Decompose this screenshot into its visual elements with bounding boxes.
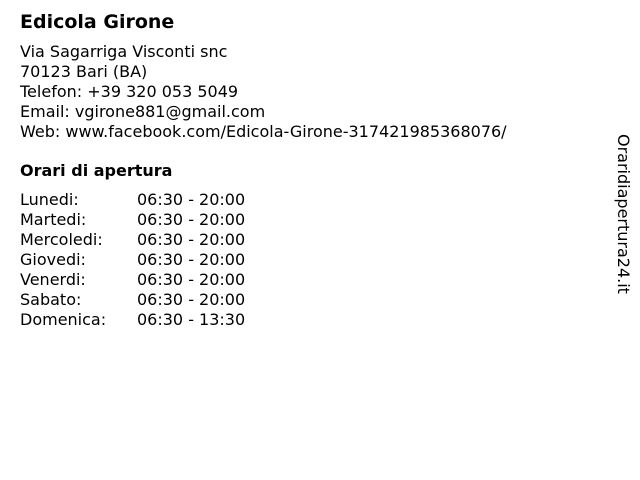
business-name: Edicola Girone (20, 11, 175, 33)
time-range: 06:30 - 20:00 (137, 190, 246, 209)
hours-row-tuesday (20, 210, 245, 230)
day-label: Sabato: (20, 290, 82, 309)
time-range: 06:30 - 20:00 (137, 290, 246, 309)
email-line: Email: vgirone881@gmail.com (20, 102, 266, 121)
time-range: 06:30 - 20:00 (137, 210, 246, 229)
day-label: Venerdi: (20, 270, 86, 289)
hours-row-wednesday (20, 230, 245, 250)
business-card (20, 10, 600, 330)
web-line: Web: www.facebook.com/Edicola-Girone-317421985368076/ (20, 122, 507, 141)
hours-row-saturday (20, 290, 245, 310)
time-range: 06:30 - 20:00 (137, 270, 246, 289)
phone-line: Telefon: +39 320 053 5049 (20, 82, 239, 101)
hours-row-monday (20, 190, 245, 210)
hours-row-sunday (20, 310, 245, 330)
address-block (20, 42, 600, 142)
day-label: Giovedi: (20, 250, 86, 269)
hours-row-friday (20, 270, 245, 290)
day-label: Lunedi: (20, 190, 79, 209)
day-label: Mercoledi: (20, 230, 103, 249)
site-watermark: Oraridiapertura24.it (614, 134, 633, 294)
time-range: 06:30 - 20:00 (137, 250, 246, 269)
street-address: Via Sagarriga Visconti snc (20, 42, 228, 61)
opening-hours-table (20, 190, 245, 330)
time-range: 06:30 - 20:00 (137, 230, 246, 249)
day-label: Domenica: (20, 310, 107, 329)
day-label: Martedi: (20, 210, 87, 229)
hours-row-thursday (20, 250, 245, 270)
time-range: 06:30 - 13:30 (137, 310, 246, 329)
opening-hours-heading: Orari di apertura (20, 161, 173, 180)
postal-city: 70123 Bari (BA) (20, 62, 148, 81)
